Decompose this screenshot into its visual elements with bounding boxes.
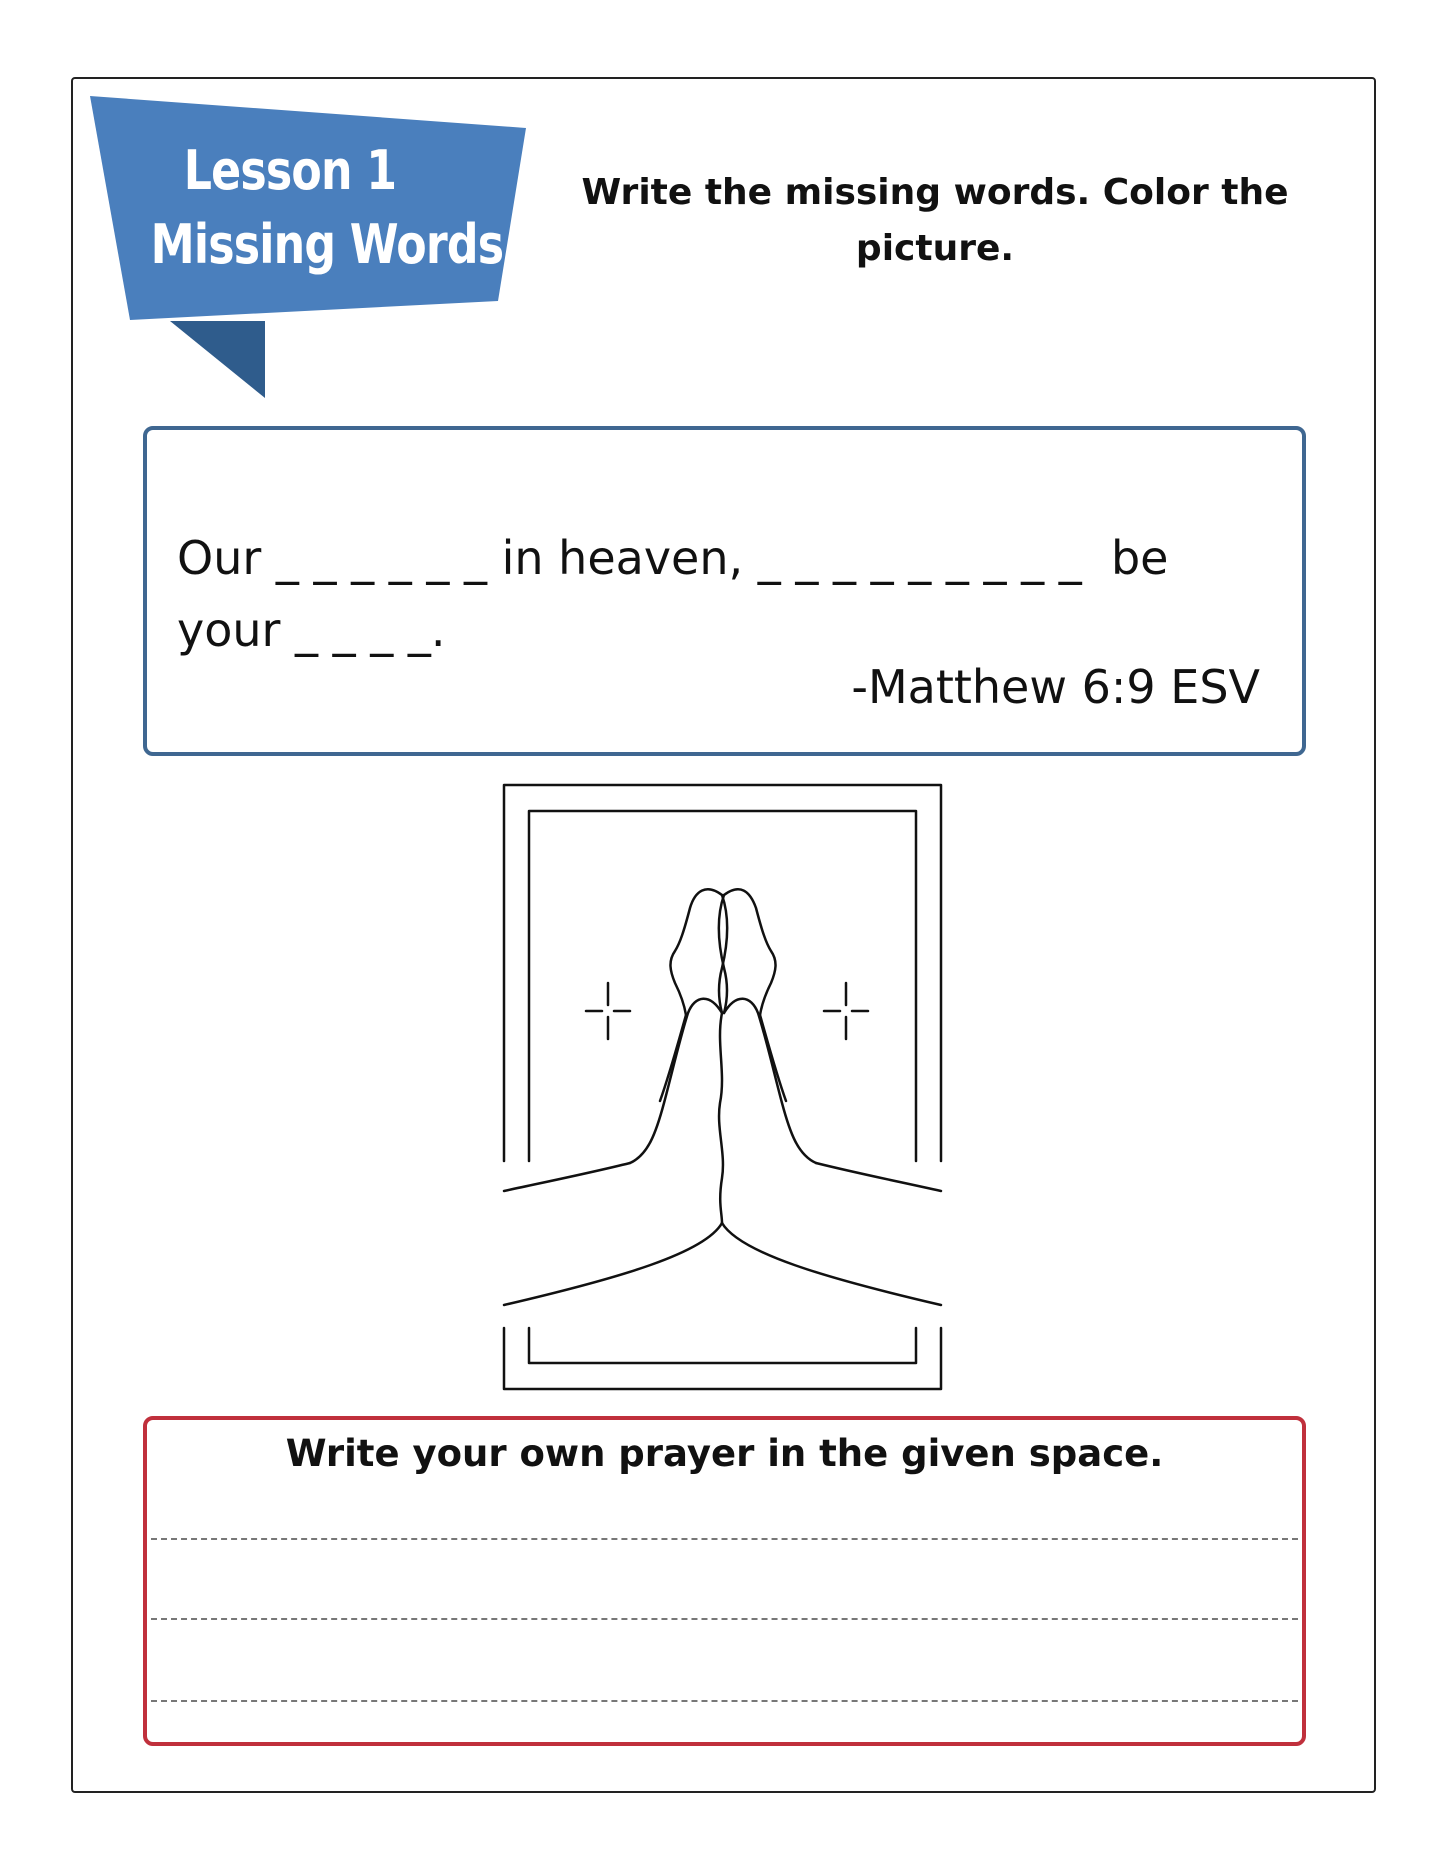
praying-hands-picture	[500, 783, 945, 1391]
writing-line-2[interactable]	[151, 1618, 1298, 1620]
verse-reference: -Matthew 6:9 ESV	[851, 660, 1260, 714]
verse-text	[177, 522, 1257, 666]
instructions-text: Write the missing words. Color the picture.	[581, 172, 1289, 269]
writing-line-3[interactable]	[151, 1700, 1298, 1702]
verse-box	[143, 426, 1306, 756]
prayer-title: Write your own prayer in the given space.	[285, 1432, 1164, 1475]
verse-line-2: your _ _ _ _.	[177, 603, 446, 657]
verse-line-1: Our _ _ _ _ _ _ in heaven, _ _ _ _ _ _ _ _ _ be	[177, 531, 1169, 585]
writing-line-1[interactable]	[151, 1538, 1298, 1540]
prayer-box	[143, 1416, 1306, 1746]
banner-title	[120, 134, 504, 282]
lesson-banner	[90, 96, 535, 406]
banner-topic-label: Missing Words	[150, 213, 504, 276]
praying-hands-icon	[500, 783, 945, 1391]
banner-lesson-label: Lesson 1	[183, 139, 397, 202]
